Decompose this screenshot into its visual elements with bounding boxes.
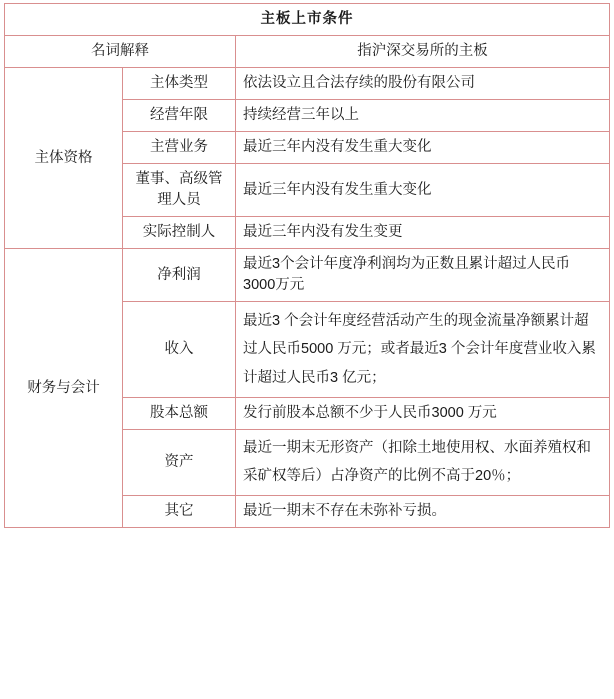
row-label-share-capital: 股本总额	[123, 397, 236, 429]
listing-conditions-table	[4, 3, 610, 528]
section-label-finance: 财务与会计	[5, 249, 123, 528]
row-label-others: 其它	[123, 496, 236, 528]
row-value-actual-controller: 最近三年内没有发生变更	[236, 217, 610, 249]
table-row	[5, 249, 610, 302]
row-value-directors: 最近三年内没有发生重大变化	[236, 164, 610, 217]
row-value-assets: 最近一期末无形资产（扣除土地使用权、水面养殖权和采矿权等后）占净资产的比例不高于20％；	[236, 429, 610, 495]
row-value-share-capital: 发行前股本总额不少于人民币3000 万元	[236, 397, 610, 429]
row-label-net-profit: 净利润	[123, 249, 236, 302]
row-label-operating-years: 经营年限	[123, 100, 236, 132]
table-row	[5, 68, 610, 100]
row-value-main-business: 最近三年内没有发生重大变化	[236, 132, 610, 164]
section-label-qualification: 主体资格	[5, 68, 123, 249]
glossary-term-label: 名词解释	[5, 36, 236, 68]
document-title: 主板上市条件	[5, 4, 610, 36]
table-row-glossary	[5, 36, 610, 68]
row-label-directors: 董事、高级管理人员	[123, 164, 236, 217]
glossary-term-value: 指沪深交易所的主板	[236, 36, 610, 68]
row-label-entity-type: 主体类型	[123, 68, 236, 100]
row-value-others: 最近一期末不存在未弥补亏损。	[236, 496, 610, 528]
row-label-main-business: 主营业务	[123, 132, 236, 164]
row-value-net-profit: 最近3个会计年度净利润均为正数且累计超过人民币3000万元	[236, 249, 610, 302]
row-value-operating-years: 持续经营三年以上	[236, 100, 610, 132]
table-row-title	[5, 4, 610, 36]
row-label-revenue: 收入	[123, 302, 236, 398]
row-label-actual-controller: 实际控制人	[123, 217, 236, 249]
row-value-revenue: 最近3 个会计年度经营活动产生的现金流量净额累计超过人民币5000 万元；或者最近3 个会计年度营业收入累计超过人民币3 亿元；	[236, 302, 610, 398]
row-label-assets: 资产	[123, 429, 236, 495]
row-value-entity-type: 依法设立且合法存续的股份有限公司	[236, 68, 610, 100]
